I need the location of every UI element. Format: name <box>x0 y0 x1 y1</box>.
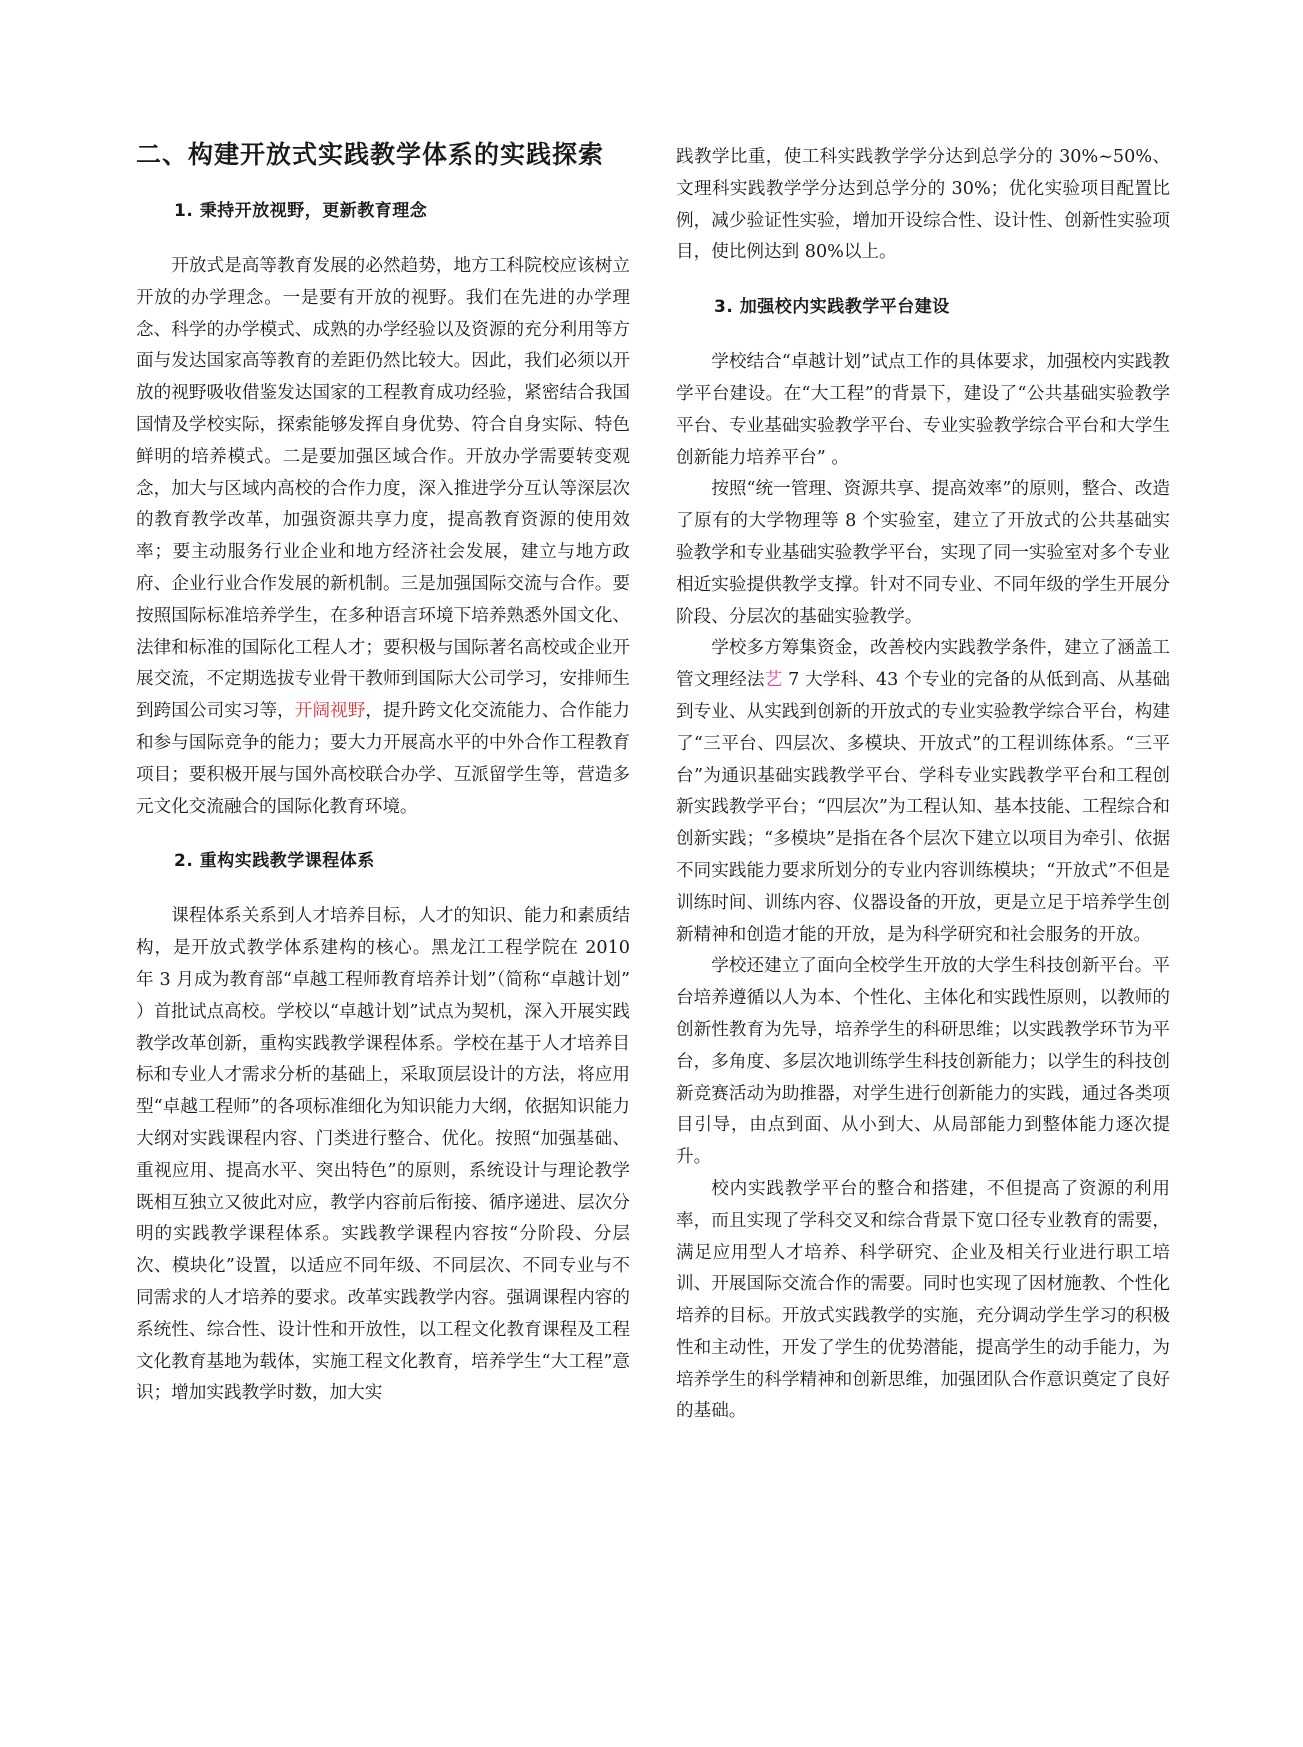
paragraph-7: 校内实践教学平台的整合和搭建，不但提高了资源的利用率，而且实现了学科交叉和综合背景下宽口径专业教育的需要，满足应用型人才培养、科学研究、企业及相关行业进行职工培训、开展国际交流合作的需要。同时也实现了因材施教、个性化培养的目标。开放式实践教学的实施，充分调动学生学习的积极性和主动性，开发了学生的优势潜能，提高学生的动手能力，为培养学生的科学精神和创新思维，加强团队合作意识奠定了良好的基础。 <box>676 1178 1170 1422</box>
right-column <box>676 142 1170 1428</box>
paragraph-5 <box>676 633 1170 951</box>
subheading-2: 2. 重构实践教学课程体系 <box>174 851 375 872</box>
paragraph-1-text-b: ，提升跨文化交流能力、合作能力和参与国际竞争的能力；要大力开展高水平的中外合作工程教育项目；要积极开展与国外高校联合办学、互派留学生等，营造多元文化交流融合的国际化教育环境。 <box>136 701 630 817</box>
left-column <box>136 138 630 1410</box>
highlight-pink-text: 艺 <box>764 670 783 691</box>
paragraph-1 <box>136 251 630 823</box>
paragraph-6: 学校还建立了面向全校学生开放的大学生科技创新平台。平台培养遵循以人为本、个性化、主体化和实践性原则，以教师的创新性教育为先导，培养学生的科研思维；以实践教学环节为平台，多角度、多层次地训练学生科技创新能力；以学生的科技创新竞赛活动为助推器，对学生进行创新能力的实践，通过各类项目引导，由点到面、从小到大、从局部能力到整体能力逐次提升。 <box>676 956 1170 1168</box>
paragraph-5-text-b: 7 大学科、43 个专业的完备的从低到高、从基础到专业、从实践到创新的开放式的专业实验教学综合平台，构建了“三平台、四层次、多模块、开放式”的工程训练体系。“三平台”为通识基础实践教学平台、学科专业实践教学平台和工程创新实践教学平台；“四层次”为工程认知、基本技能、工程综合和创新实践；“多模块”是指在各个层次下建立以项目为牵引、依据不同实践能力要求所划分的专业内容训练模块；“开放式”不但是训练时间、训练内容、仪器设备的开放，更是立足于培养学生创新精神和创造才能的开放，是为科学研究和社会服务的开放。 <box>676 670 1170 945</box>
highlight-red-text: 开阔视野 <box>294 701 366 722</box>
subheading-3: 3. 加强校内实践教学平台建设 <box>714 297 950 318</box>
paragraph-5-text-a: 学校多方筹集资金，改善校内实践教学条件，建立了涵盖工管文理经法 <box>676 638 1170 691</box>
section-title: 二、构建开放式实践教学体系的实践探索 <box>136 140 605 169</box>
paragraph-4: 按照“统一管理、资源共享、提高效率”的原则，整合、改造了原有的大学物理等 8 个实验室，建立了开放式的公共基础实验教学和专业基础实验教学平台，实现了同一实验室对多个专业相近实验提供教学支撑。针对不同专业、不同年级的学生开展分阶段、分层次的基础实验教学。 <box>676 479 1170 627</box>
paragraph-1-text-a: 开放式是高等教育发展的必然趋势，地方工科院校应该树立开放的办学理念。一是要有开放的视野。我们在先进的办学理念、科学的办学模式、成熟的办学经验以及资源的充分利用等方面与发达国家高等教育的差距仍然比较大。因此，我们必须以开放的视野吸收借鉴发达国家的工程教育成功经验，紧密结合我国国情及学校实际，探索能够发挥自身优势、符合自身实际、特色鲜明的培养模式。二是要加强区域合作。开放办学需要转变观念，加大与区域内高校的合作力度，深入推进学分互认等深层次的教育教学改革，加强资源共享力度，提高教育资源的使用效率；要主动服务行业企业和地方经济社会发展，建立与地方政府、企业行业合作发展的新机制。三是加强国际交流与合作。要按照国际标准培养学生，在多种语言环境下培养熟悉外国文化、法律和标准的国际化工程人才；要积极与国际著名高校或企业开展交流，不定期选拔专业骨干教师到国际大公司学习，安排师生到跨国公司实习等， <box>136 256 630 722</box>
paragraph-2-continued: 践教学比重，使工科实践教学学分达到总学分的 30%~50%、文理科实践教学学分达到总学分的 30%；优化实验项目配置比例，减少验证性实验，增加开设综合性、设计性、创新性实验项目，使比例达到 80%以上。 <box>676 147 1170 263</box>
paragraph-3: 学校结合“卓越计划”试点工作的具体要求，加强校内实践教学平台建设。在“大工程”的背景下，建设了“公共基础实验教学平台、专业基础实验教学平台、专业实验教学综合平台和大学生创新能力培养平台” 。 <box>676 352 1170 468</box>
paragraph-2: 课程体系关系到人才培养目标，人才的知识、能力和素质结构，是开放式教学体系建构的核心。黑龙江工程学院在 2010 年 3 月成为教育部“卓越工程师教育培养计划”（简称“卓越计划” ）首批试点高校。学校以“卓越计划”试点为契机，深入开展实践教学改革创新，重构实践教学课程体系。学校在基于人才培养目标和专业人才需求分析的基础上，采取顶层设计的方法，将应用型“卓越工程师”的各项标准细化为知识能力大纲，依据知识能力大纲对实践课程内容、门类进行整合、优化。按照“加强基础、重视应用、提高水平、突出特色”的原则，系统设计与理论教学既相互独立又彼此对应，教学内容前后衔接、循序递进、层次分明的实践教学课程体系。实践教学课程内容按“分阶段、分层次、模块化”设置，以适应不同年级、不同层次、不同专业与不同需求的人才培养的要求。改革实践教学内容。强调课程内容的系统性、综合性、设计性和开放性，以工程文化教育课程及工程文化教育基地为载体，实施工程文化教育，培养学生“大工程”意识；增加实践教学时数，加大实 <box>136 906 630 1404</box>
subheading-1: 1. 秉持开放视野，更新教育理念 <box>174 201 428 221</box>
